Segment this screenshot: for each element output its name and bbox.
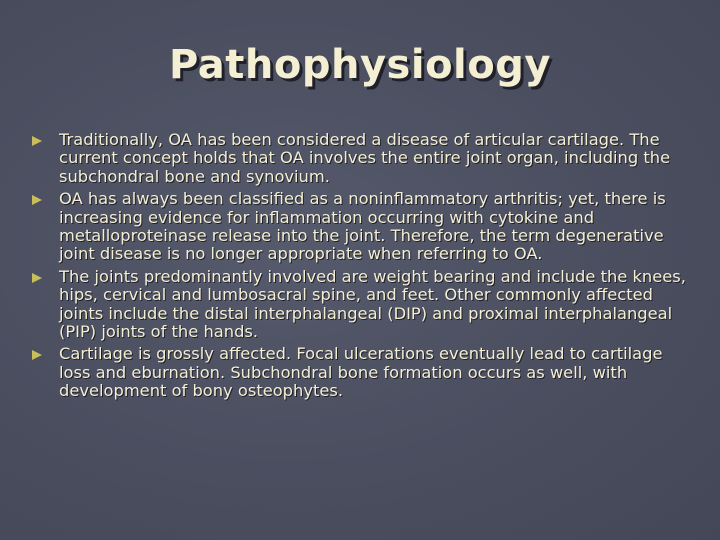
bullet-item	[30, 345, 690, 400]
bullet-item	[30, 190, 690, 264]
triangle-right-icon	[32, 273, 42, 283]
bullet-list	[30, 131, 690, 405]
bullet-text: Traditionally, OA has been considered a disease of articular cartilage. The current concept holds that OA involves the entire joint organ, including the subchondral bone and synovium.	[59, 130, 671, 186]
triangle-right-icon	[32, 136, 42, 146]
bullet-text: OA has always been classified as a noninflammatory arthritis; yet, there is increasing evidence for inflammation occurring with cytokine and metalloproteinase release into the joint. Therefore, the term degenerative joint disease is no longer appropriate when referring to OA.	[59, 189, 666, 264]
slide-title: Pathophysiology	[169, 42, 551, 88]
bullet-item	[30, 131, 690, 186]
triangle-right-icon	[32, 350, 42, 360]
bullet-text: Cartilage is grossly affected. Focal ulcerations eventually lead to cartilage loss and eburnation. Subchondral bone formation occurs as well, with development of bony osteophytes.	[59, 344, 663, 401]
triangle-right-icon	[32, 195, 42, 205]
bullet-item	[30, 268, 690, 342]
bullet-text: The joints predominantly involved are weight bearing and include the knees, hips, cervical and lumbosacral spine, and feet. Other commonly affected joints include the distal interphalangeal (DIP) and proximal interphalangeal (PIP) joints of the hands.	[59, 266, 686, 342]
